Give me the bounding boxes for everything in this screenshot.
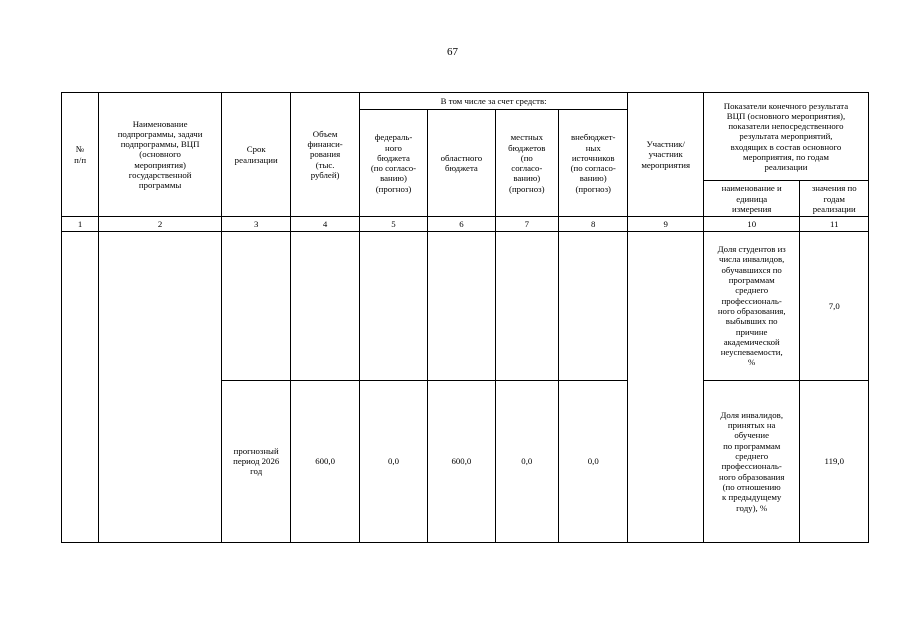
cell-federal: 0,0: [359, 380, 427, 542]
cell-indicator-name: Доля студентов из числа инвалидов, обучавшихся по программам среднего профессиональ- ного образования, выбывших по причине академической неуспеваемости, %: [703, 232, 800, 380]
column-number: 10: [703, 217, 800, 232]
cell-participant: [628, 232, 703, 543]
column-number: 2: [99, 217, 222, 232]
column-number: 5: [359, 217, 427, 232]
column-number: 1: [62, 217, 99, 232]
cell-local: 0,0: [495, 380, 558, 542]
cell-local: [495, 232, 558, 380]
cell-regional: 600,0: [428, 380, 495, 542]
column-number: 7: [495, 217, 558, 232]
header-indicator-name: наименование и единица измерения: [703, 181, 800, 217]
cell-name: [99, 232, 222, 543]
cell-regional: [428, 232, 495, 380]
header-extra: внебюджет- ных источников (по согласо- ванию) (прогноз): [558, 110, 627, 217]
column-number: 6: [428, 217, 495, 232]
cell-indicator-value: 7,0: [800, 232, 869, 380]
cell-indicator-name: Доля инвалидов, принятых на обучение по программам среднего профессиональ- ного образования (по отношению к предыдущему году), %: [703, 380, 800, 542]
column-number: 3: [221, 217, 290, 232]
cell-extra: [558, 232, 627, 380]
column-number: 4: [291, 217, 359, 232]
header-volume: Объем финанси- рования (тыс. рублей): [291, 93, 359, 217]
page-number: 67: [447, 46, 458, 58]
cell-federal: [359, 232, 427, 380]
program-table: [61, 92, 869, 543]
cell-period: [221, 232, 290, 380]
header-sources-group: В том числе за счет средств:: [359, 93, 628, 110]
column-number: 11: [800, 217, 869, 232]
header-participant: Участник/ участник мероприятия: [628, 93, 703, 217]
cell-volume: [291, 232, 359, 380]
header-indicator-value: значения по годам реализации: [800, 181, 869, 217]
header-local: местных бюджетов (по согласо- ванию) (прогноз): [495, 110, 558, 217]
cell-volume: 600,0: [291, 380, 359, 542]
cell-number: [62, 232, 99, 543]
header-regional: областного бюджета: [428, 110, 495, 217]
cell-indicator-value: 119,0: [800, 380, 869, 542]
header-name: Наименование подпрограммы, задачи подпрограммы, ВЦП (основного мероприятия) государственной программы: [99, 93, 222, 217]
cell-extra: 0,0: [558, 380, 627, 542]
cell-period: прогнозный период 2026 год: [221, 380, 290, 542]
header-number: № п/п: [62, 93, 99, 217]
header-indicators-group: Показатели конечного результата ВЦП (основного мероприятия), показатели непосредственного результата мероприятий, входящих в состав основного мероприятия, по годам реализации: [703, 93, 868, 181]
column-number: 9: [628, 217, 703, 232]
column-number: 8: [558, 217, 627, 232]
header-period: Срок реализации: [221, 93, 290, 217]
header-federal: федераль- ного бюджета (по согласо- ванию) (прогноз): [359, 110, 427, 217]
